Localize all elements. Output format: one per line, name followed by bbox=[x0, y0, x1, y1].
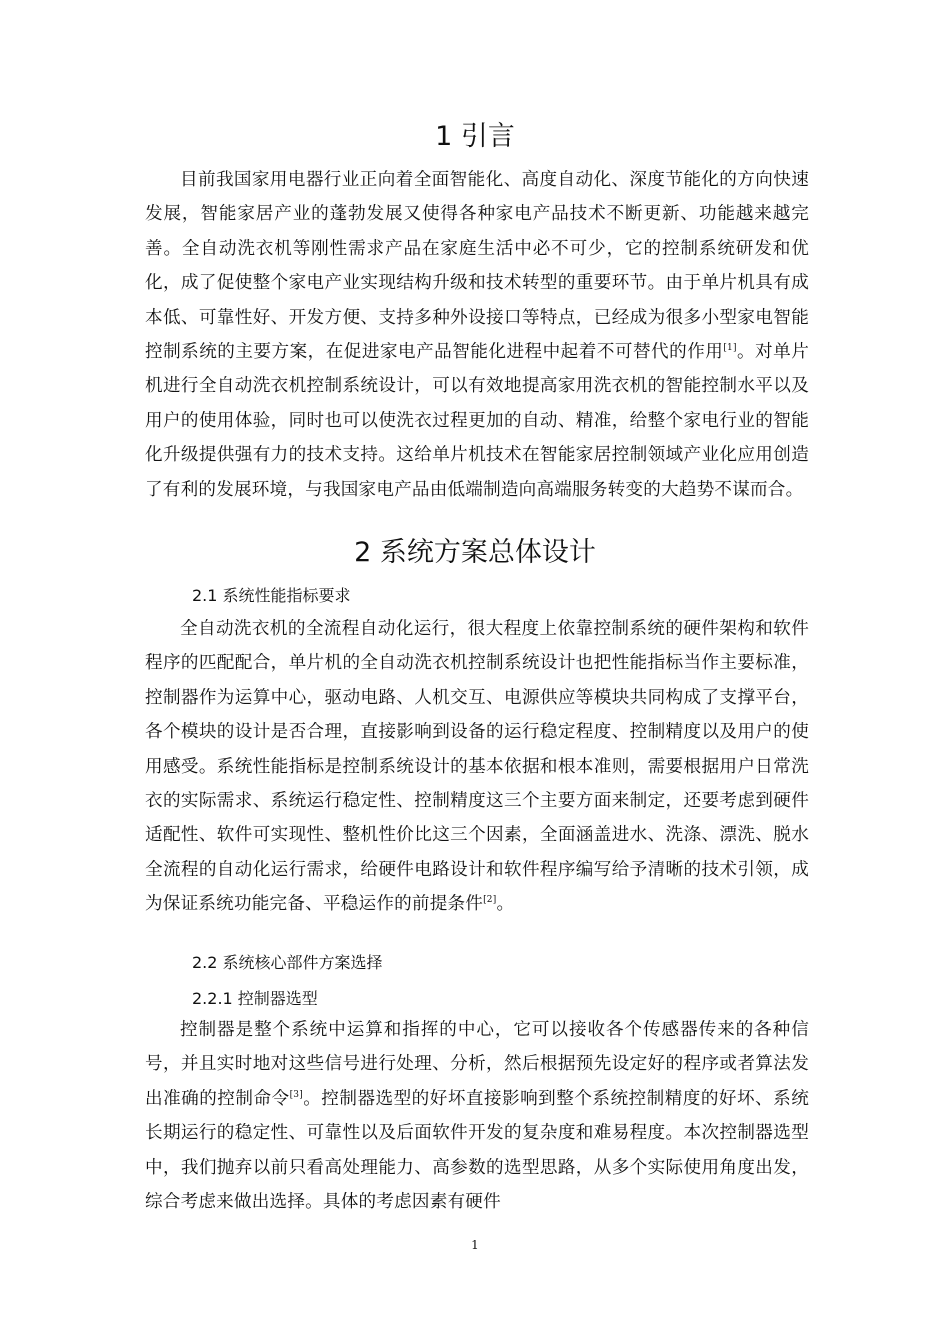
paragraph-text: 全自动洗衣机的全流程自动化运行，很大程度上依靠控制系统的硬件架构和软件程序的匹配配合，单片机的全自动洗衣机控制系统设计也把性能指标当作主要标准，控制器作为运算中心，驱动电路、人机交互、电源供应等模块共同构成了支撑平台，各个模块的设计是否合理，直接影响到设备的运行稳定程度、控制精度以及用户的使用感受。系统性能指标是控制系统设计的基本依据和根本准则，需要根据用户日常洗衣的实际需求、系统运行稳定性、控制精度这三个主要方面来制定，还要考虑到硬件适配性、软件可实现性、整机性价比这三个因素，全面涵盖进水、洗涤、漂洗、脱水全流程的自动化运行需求，给硬件电路设计和软件程序编写给予清晰的技术引领，成为保证系统功能完备、平稳运作的前提条件 bbox=[145, 619, 809, 915]
heading-introduction: 1 引言 bbox=[435, 121, 515, 152]
paragraph-performance bbox=[145, 612, 809, 922]
paragraph-text: 。 bbox=[496, 894, 515, 915]
paragraph-introduction bbox=[145, 163, 809, 507]
page-number: 1 bbox=[471, 1238, 479, 1252]
heading-controller-selection: 2.2.1 控制器选型 bbox=[192, 989, 318, 1008]
heading-core-components: 2.2 系统核心部件方案选择 bbox=[192, 953, 383, 972]
heading-system-design: 2 系统方案总体设计 bbox=[354, 537, 596, 568]
paragraph-text: 目前我国家用电器行业正向着全面智能化、高度自动化、深度节能化的方向快速发展，智能家居产业的蓬勃发展又使得各种家电产品技术不断更新、功能越来越完善。全自动洗衣机等刚性需求产品在家庭生活中必不可少，它的控制系统研发和优化，成了促使整个家电产业实现结构升级和技术转型的重要环节。由于单片机具有成本低、可靠性好、开发方便、支持多种外设接口等特点，已经成为很多小型家电智能控制系统的主要方案，在促进家电产品智能化进程中起着不可替代的作用 bbox=[145, 170, 809, 363]
paragraph-text: 。对单片机进行全自动洗衣机控制系统设计，可以有效地提高家用洗衣机的智能控制水平以及用户的使用体验，同时也可以使洗衣过程更加的自动、精准，给整个家电行业的智能化升级提供强有力的技术支持。这给单片机技术在智能家居控制领域产业化应用创造了有利的发展环境，与我国家电产品由低端制造向高端服务转变的大趋势不谋而合。 bbox=[145, 342, 809, 500]
paragraph-text: 。控制器选型的好坏直接影响到整个系统控制精度的好坏、系统长期运行的稳定性、可靠性以及后面软件开发的复杂度和难易程度。本次控制器选型中，我们抛弃以前只看高处理能力、高参数的选型思路，从多个实际使用角度出发，综合考虑来做出选择。具体的考虑因素有硬件 bbox=[145, 1088, 809, 1213]
citation-ref: [1] bbox=[723, 343, 737, 354]
citation-ref: [2] bbox=[483, 895, 497, 906]
paragraph-controller bbox=[145, 1013, 809, 1219]
heading-performance-requirements: 2.1 系统性能指标要求 bbox=[192, 586, 351, 605]
paragraph-text: 控制器是整个系统中运算和指挥的中心，它可以接收各个传感器传来的各种信号，并且实时地对这些信号进行处理、分析，然后根据预先设定好的程序或者算法发出准确的控制命令 bbox=[145, 1020, 809, 1109]
citation-ref: [3] bbox=[289, 1089, 303, 1100]
